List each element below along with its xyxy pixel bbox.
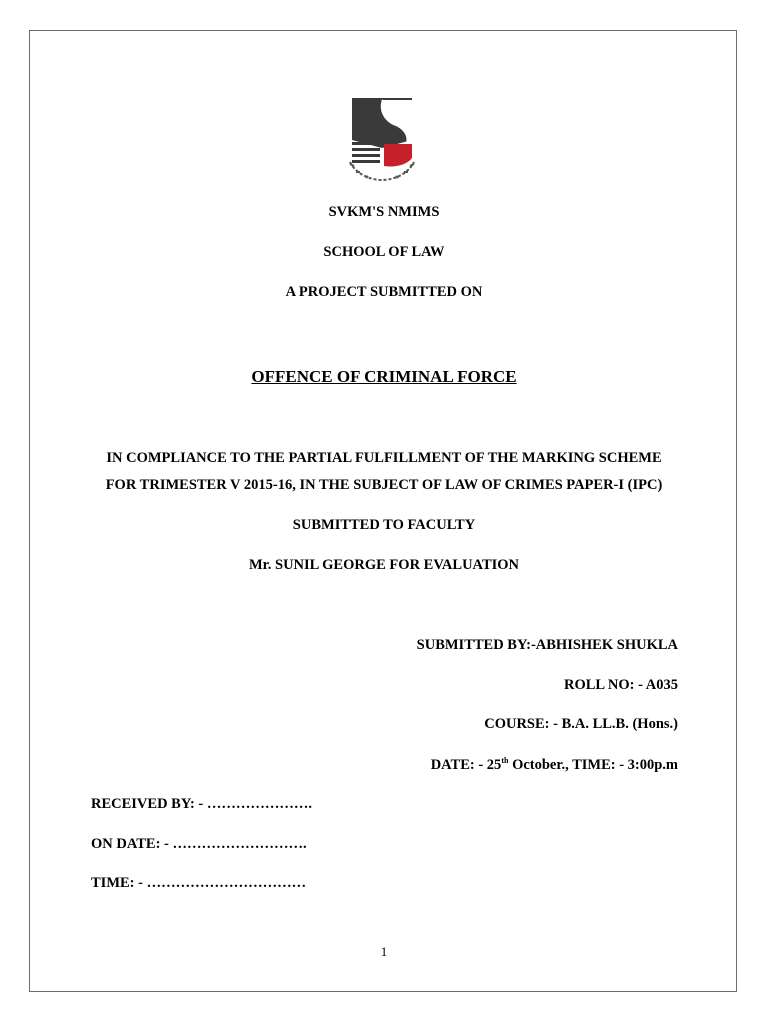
submitted-on-line: A PROJECT SUBMITTED ON xyxy=(285,284,483,300)
on-date: ON DATE: - ………………………. xyxy=(91,836,307,852)
compliance-line-2: FOR TRIMESTER V 2015-16, IN THE SUBJECT OF LAW OF CRIMES PAPER-I (IPC) xyxy=(105,477,663,493)
school-name: SCHOOL OF LAW xyxy=(323,244,445,260)
date-superscript: th xyxy=(501,756,509,765)
page-number: 1 xyxy=(380,944,388,959)
date-prefix: DATE: - 25 xyxy=(430,757,502,773)
course: COURSE: - B.A. LL.B. (Hons.) xyxy=(484,716,678,732)
faculty-line-1: SUBMITTED TO FACULTY xyxy=(292,517,476,533)
university-crest-logo xyxy=(344,92,420,184)
date-suffix: October., TIME: - 3:00p.m xyxy=(508,757,678,773)
faculty-line-2: Mr. SUNIL GEORGE FOR EVALUATION xyxy=(248,557,520,573)
received-by: RECEIVED BY: - …………………. xyxy=(91,796,313,812)
date-time xyxy=(431,756,678,774)
receipt-time: TIME: - …………………………… xyxy=(91,875,307,891)
compliance-line-1: IN COMPLIANCE TO THE PARTIAL FULFILLMENT OF THE MARKING SCHEME xyxy=(106,450,662,466)
submitted-by: SUBMITTED BY:-ABHISHEK SHUKLA xyxy=(416,637,678,653)
roll-number: ROLL NO: - A035 xyxy=(564,677,678,693)
institution-name: SVKM'S NMIMS xyxy=(328,204,440,220)
document-title: OFFENCE OF CRIMINAL FORCE xyxy=(251,367,517,386)
